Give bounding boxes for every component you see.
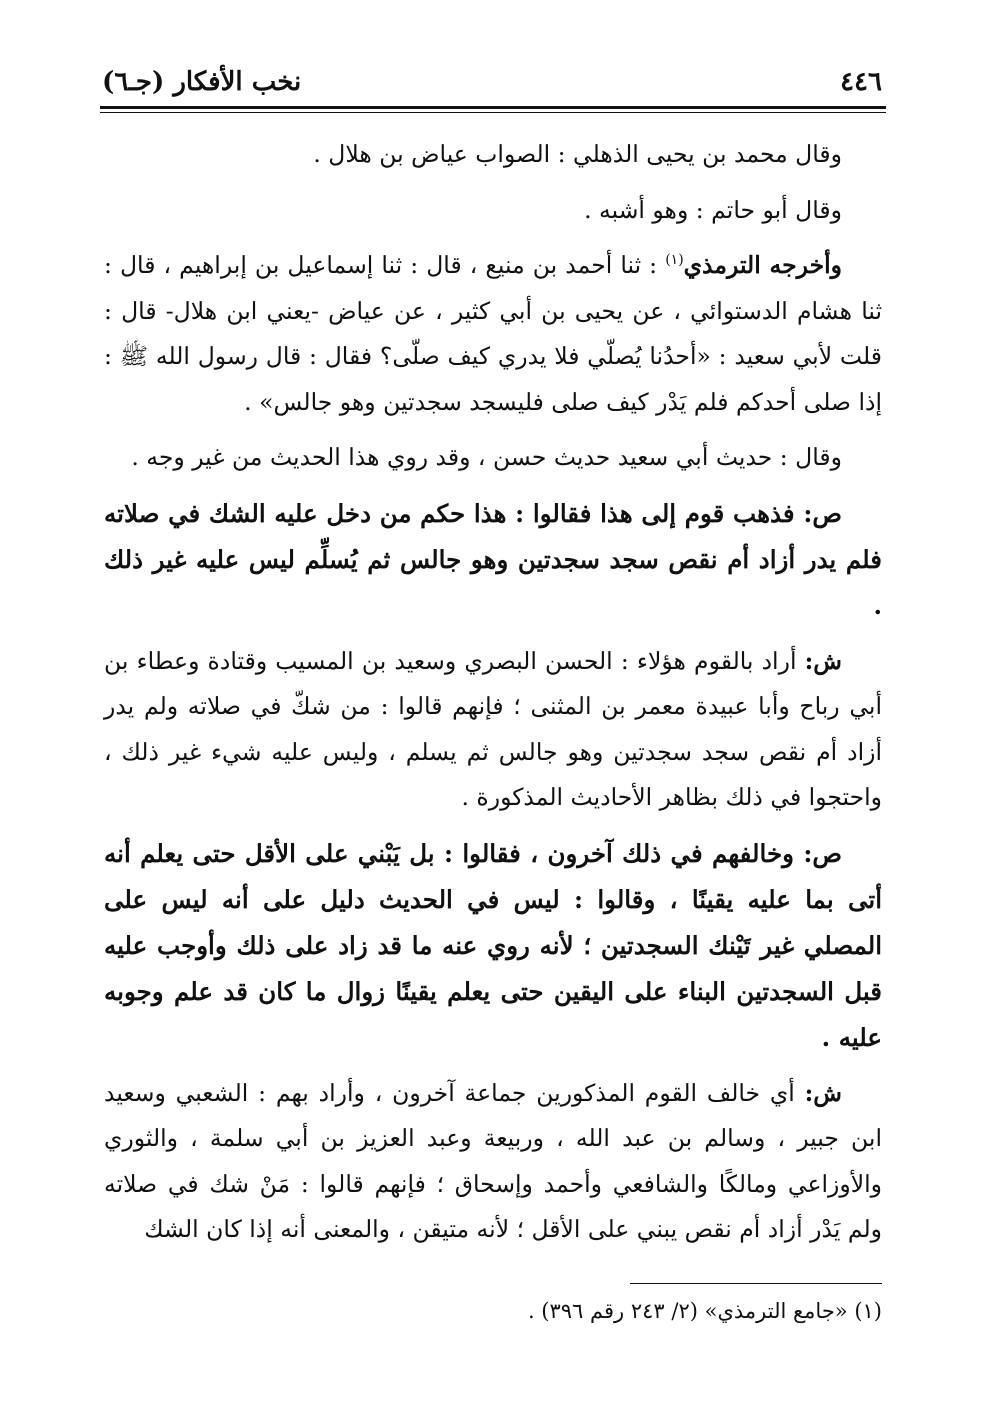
paragraph-shin-2: ش: أي خالف القوم المذكورين جماعة آخرون ، وأراد بهم : الشعبي وسعيد ابن جبير ، وسالم بن عبد الله ، وربيعة وعبد العزيز بن أبي سلمة ، والثوري والأوزاعي ومالكًا والشافعي وأحمد وإسحاق ؛ فإنهم قالوا : مَنْ شك في صلاته ولم يَدْر أزاد أم نقص يبني على الأقل ؛ لأنه متيقن ، والمعنى أنه إذا كان الشك xyxy=(104,1078,882,1243)
footnote-rule xyxy=(630,1283,882,1284)
header-rule-thin xyxy=(100,112,886,113)
paragraph-shin-1: ش: أراد بالقوم هؤلاء : الحسن البصري وسعيد بن المسيب وقتادة وعطاء بن أبي رباح وأبا عبيدة معمر بن المثنى ؛ فإنهم قالوا : من شكّ في صلاته ولم يدر أزاد أم نقص سجد سجدتين وهو جالس ثم يسلم ، وليس عليه شيء غير ذلك ، واحتجوا في ذلك بظاهر الأحاديث المذكورة . xyxy=(104,646,882,811)
sad-label: ص: xyxy=(803,838,842,868)
footnote: (١) «جامع الترمذي» (٢/ ٢٤٣ رقم ٣٩٦) . xyxy=(527,1299,882,1323)
footnote-ref: (١) xyxy=(665,252,684,269)
paragraph-sad-2: ص: وخالفهم في ذلك آخرون ، فقالوا : بل يَبْني على الأقل حتى يعلم أنه أتى بما عليه يقينًا ، وقالوا : ليس في الحديث دليل على أنه ليس على المصلي غير تَيْنك السجدتين ؛ لأنه روي عنه ما قد زاد على ذلك وأوجب عليه قبل السجدتين البناء على اليقين حتى يعلم يقينًا زوال ما كان قد علم وجوبه عليه . xyxy=(104,838,882,1052)
sad-label: ص: xyxy=(803,498,842,528)
page-header xyxy=(102,62,882,102)
tirmidhi-label: وأخرجه الترمذي xyxy=(683,251,842,279)
paragraph-dhuhli: وقال محمد بن يحيى الذهلي : الصواب عياض بن هلال . xyxy=(313,140,842,168)
paragraph-sad-1: ص: فذهب قوم إلى هذا فقالوا : هذا حكم من دخل عليه الشك في صلاته فلم يدر أزاد أم نقص سجد سجدتين وهو جالس ثم يُسلِّم ليس عليه غير ذلك . xyxy=(104,498,882,620)
paragraph-hasan: وقال : حديث أبي سعيد حديث حسن ، وقد روي هذا الحديث من غير وجه . xyxy=(131,443,842,471)
page-number: ٤٤٦ xyxy=(840,67,882,97)
header-rule-thick xyxy=(100,106,886,109)
shin-label: ش: xyxy=(804,1078,842,1107)
running-title: نخب الأفكار (جـ٦) xyxy=(102,67,302,97)
main-text xyxy=(104,132,882,1263)
paragraph-tirmidhi: وأخرجه الترمذي$^{(١)}$ : ثنا أحمد بن منيع ، قال : ثنا إسماعيل بن إبراهيم ، قال : ثنا هشام الدستوائي ، عن يحيى بن أبي كثير ، عن عياض -يعني ابن هلال- قال : قلت لأبي سعيد : «أحدُنا يُصلّي فلا يدري كيف صلّى؟ فقال : قال رسول الله ﷺ : إذا صلى أحدكم فلم يَدْر كيف صلى فليسجد سجدتين وهو جالس» . xyxy=(104,251,882,416)
paragraph-abu-hatim: وقال أبو حاتم : وهو أشبه . xyxy=(584,195,842,224)
shin-label: ش: xyxy=(804,646,842,675)
